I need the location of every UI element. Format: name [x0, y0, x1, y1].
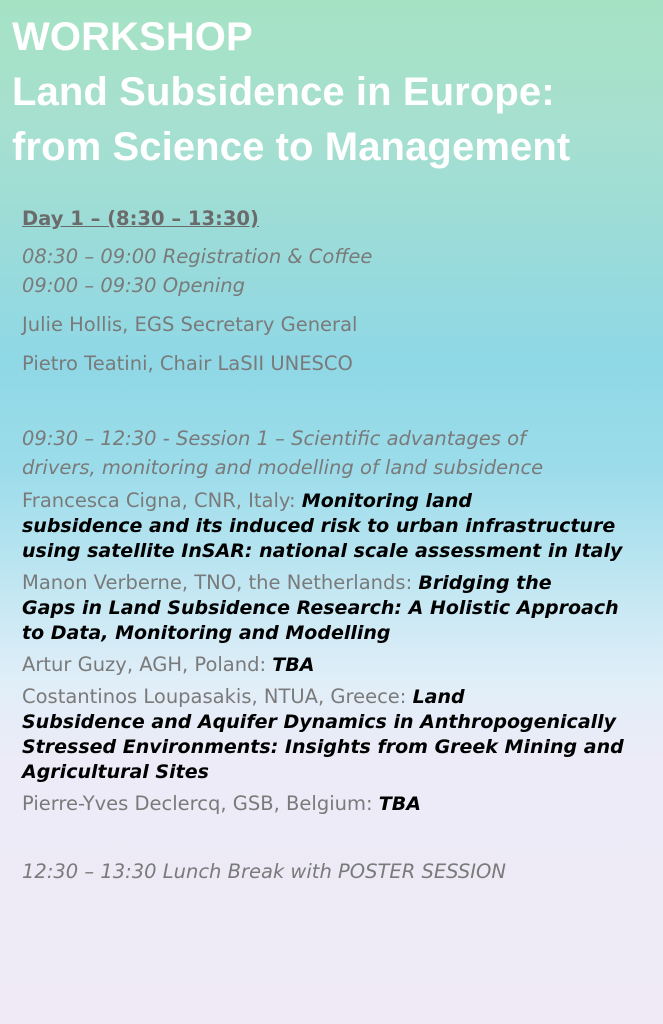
program — [22, 204, 652, 886]
talk-title-continued: to Data, Monitoring and Modelling — [22, 622, 391, 644]
opening-speaker: Julie Hollis, EGS Secretary General — [22, 313, 358, 336]
talk-title: Monitoring land — [301, 490, 473, 512]
talk-speaker: Manon Verberne, TNO, the Netherlands: — [22, 571, 419, 594]
talk-title: TBA — [378, 793, 421, 815]
talk-title-continued: Agricultural Sites — [22, 761, 209, 783]
talk-title-continued: Stressed Environments: Insights from Greek Mining and — [22, 736, 624, 758]
title-line-3: from Science to Management — [12, 125, 571, 169]
opening-slot: 09:00 – 09:30 Opening — [22, 274, 245, 297]
lunch-slot: 12:30 – 13:30 Lunch Break with POSTER SESSION — [22, 860, 506, 883]
talk-speaker: Costantinos Loupasakis, NTUA, Greece: — [22, 685, 413, 708]
talk-item — [22, 791, 652, 817]
session-title-line-1: 09:30 – 12:30 - Session 1 – Scientific advantages of — [22, 427, 526, 450]
talk-title-continued: using satellite InSAR: national scale assessment in Italy — [22, 540, 623, 562]
talk-item — [22, 652, 652, 678]
talk-item — [22, 488, 652, 564]
talk-speaker: Artur Guzy, AGH, Poland: — [22, 653, 273, 676]
talk-title: TBA — [272, 654, 315, 676]
title-line-1: WORKSHOP — [12, 15, 253, 59]
talk-speaker: Francesca Cigna, CNR, Italy: — [22, 489, 302, 512]
session-title-line-2: drivers, monitoring and modelling of land subsidence — [22, 456, 544, 479]
talk-title-continued: Subsidence and Aquifer Dynamics in Anthropogenically — [22, 711, 617, 733]
talk-item — [22, 684, 652, 785]
talk-list — [22, 488, 652, 817]
day-header: Day 1 – (8:30 – 13:30) — [22, 207, 259, 230]
talk-item — [22, 570, 652, 646]
opening-speaker: Pietro Teatini, Chair LaSII UNESCO — [22, 352, 353, 375]
workshop-title — [12, 10, 570, 175]
talk-title: Land — [412, 686, 465, 708]
talk-title-continued: Gaps in Land Subsidence Research: A Holistic Approach — [22, 597, 619, 619]
title-line-2: Land Subsidence in Europe: — [12, 70, 555, 114]
talk-title: Bridging the — [418, 572, 552, 594]
registration-slot: 08:30 – 09:00 Registration & Coffee — [22, 245, 373, 268]
talk-title-continued: subsidence and its induced risk to urban infrastructure — [22, 515, 616, 537]
talk-speaker: Pierre-Yves Declercq, GSB, Belgium: — [22, 792, 379, 815]
